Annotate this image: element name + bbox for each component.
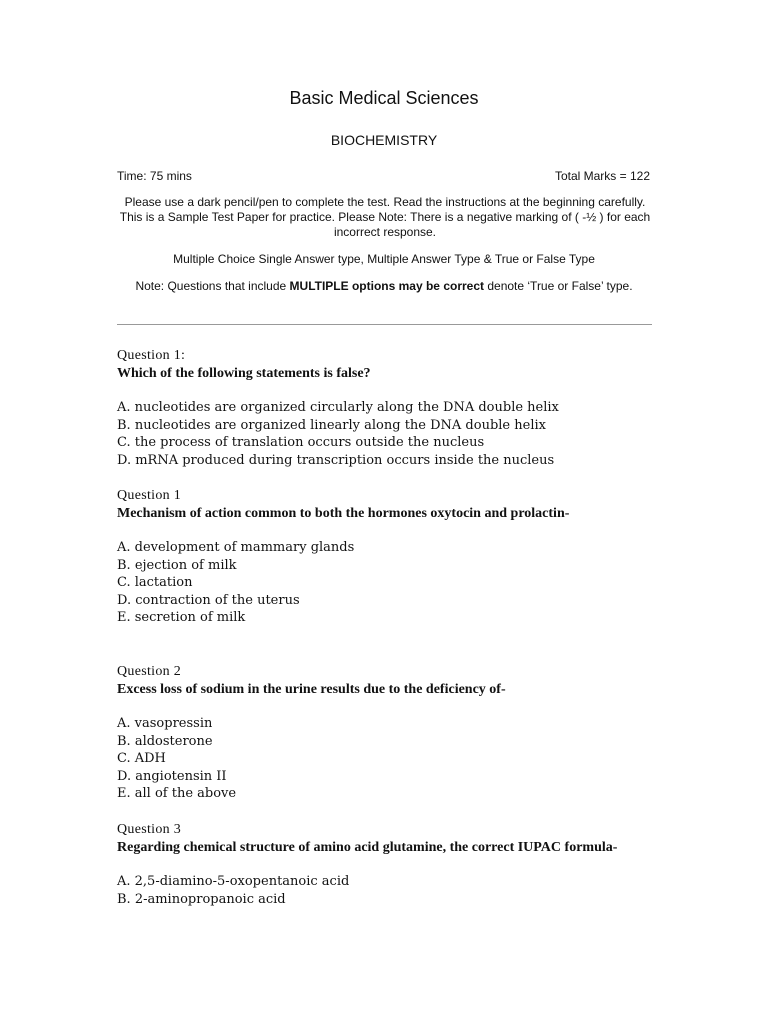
question-text: Mechanism of action common to both the hormones oxytocin and prolactin-	[117, 506, 570, 521]
option-b: B. aldosterone	[117, 733, 213, 749]
option-b: B. nucleotides are organized linearly along the DNA double helix	[117, 417, 546, 433]
question-text: Regarding chemical structure of amino acid glutamine, the correct IUPAC formula-	[117, 840, 618, 855]
option-b: B. ejection of milk	[117, 557, 237, 573]
note-text	[0, 279, 768, 293]
option-list	[117, 873, 657, 908]
option-e: E. secretion of milk	[117, 610, 246, 626]
note-prefix: Note: Questions that include	[135, 279, 290, 293]
option-a: A. vasopressin	[117, 716, 213, 731]
option-a: A. 2,5-diamino-5-oxopentanoic acid	[117, 874, 350, 889]
question-number: Question 2	[117, 664, 182, 679]
option-list	[117, 539, 657, 627]
option-list	[117, 715, 657, 803]
option-d: D. mRNA produced during transcription occurs inside the nucleus	[117, 452, 555, 468]
option-c: C. lactation	[117, 575, 193, 591]
option-c: C. ADH	[117, 751, 166, 767]
question-block	[117, 663, 657, 803]
option-a: A. development of mammary glands	[117, 540, 355, 555]
time-limit: Time: 75 mins	[117, 169, 192, 183]
instructions-text: Please use a dark pencil/pen to complete the test. Read the instructions at the beginning carefully. This is a Sample Test Paper for practice. Please Note: There is a negative marking of ( -½ ) for each incorrect response.	[119, 195, 651, 239]
document-subtitle: BIOCHEMISTRY	[330, 132, 438, 148]
option-c: C. the process of translation occurs outside the nucleus	[117, 435, 485, 451]
question-number: Question 1:	[117, 348, 186, 363]
note-suffix: denote ‘True or False’ type.	[484, 279, 633, 293]
option-b: B. 2-aminopropanoic acid	[117, 891, 286, 907]
option-d: D. contraction of the uterus	[117, 592, 300, 608]
note-bold: MULTIPLE options may be correct	[289, 279, 485, 293]
question-types-text: Multiple Choice Single Answer type, Multiple Answer Type & True or False Type	[173, 252, 595, 266]
question-text: Excess loss of sodium in the urine results due to the deficiency of-	[117, 682, 506, 697]
question-text: Which of the following statements is false?	[117, 366, 371, 381]
question-block	[117, 821, 657, 908]
divider-line	[117, 324, 652, 325]
document-title: Basic Medical Sciences	[289, 88, 479, 108]
question-block	[117, 347, 657, 469]
option-list	[117, 399, 657, 469]
question-block	[117, 487, 657, 627]
question-number: Question 1	[117, 488, 182, 503]
total-marks: Total Marks = 122	[554, 169, 650, 183]
option-a: A. nucleotides are organized circularly along the DNA double helix	[117, 400, 559, 415]
option-e: E. all of the above	[117, 786, 237, 802]
option-d: D. angiotensin II	[117, 768, 227, 784]
question-number: Question 3	[117, 822, 182, 837]
